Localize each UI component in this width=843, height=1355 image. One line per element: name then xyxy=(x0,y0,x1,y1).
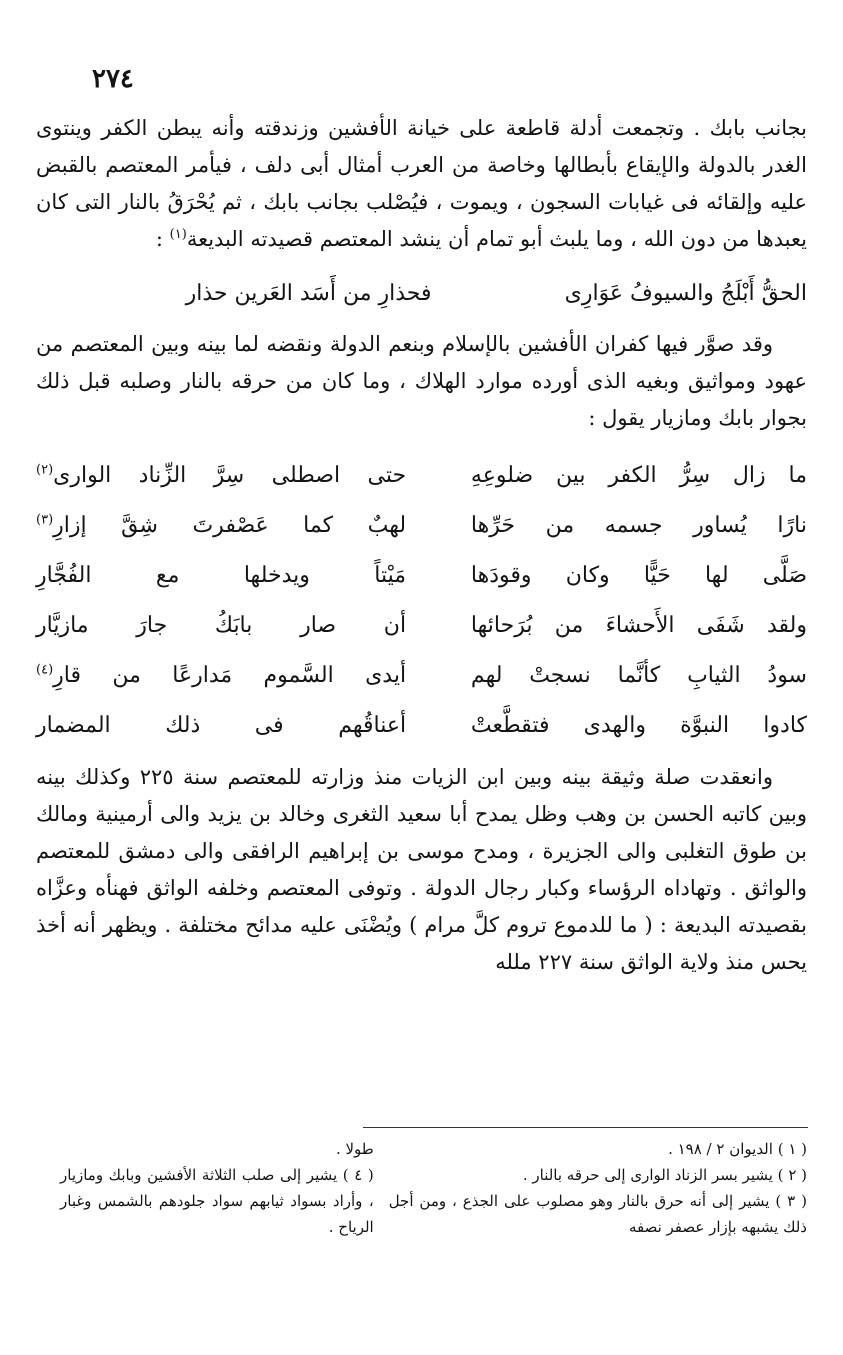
verse xyxy=(36,701,807,751)
intro-end: : xyxy=(155,227,170,251)
poem xyxy=(36,451,807,751)
verse-first-hemistich: ما زال سِرُّ الكفر بين ضلوعِهِ xyxy=(470,463,807,488)
verse-second-hemistich: حتى اصطلى سِرَّ الزِّناد الوارى$^{(٢)}$ xyxy=(36,462,407,488)
verse xyxy=(36,551,807,601)
verse-first-hemistich: نارًا يُساور جسمه من حَرِّها xyxy=(470,513,807,538)
verse xyxy=(36,601,807,651)
intro-paragraph xyxy=(36,110,807,258)
opening-verse-second-hemistich: فحذارِ من أَسَد العَرين حذار xyxy=(185,281,432,306)
verse-second-hemistich: أيدى السَّموم مَدارعًا من قارِ$^{(٤)}$ xyxy=(36,662,407,688)
main-text xyxy=(36,110,807,981)
verse-first-hemistich: صَلَّى لها حَيًّا وكان وقودَها xyxy=(470,563,807,588)
footnote-1: ( ١ ) الديوان ٢ / ١٩٨ . xyxy=(668,1140,807,1158)
verse-second-hemistich: أن صار بابَكُ جارَ مازيَّار xyxy=(36,613,407,638)
verse-first-hemistich: كادوا النبوَّة والهدى فتقطَّعتْ xyxy=(470,713,807,738)
page-number: ٢٧٤ xyxy=(92,64,134,94)
footnote-4: ( ٤ ) يشير إلى صلب الثلاثة الأفشين وبابك ومازيار ، وأراد بسواد ثيابهم سواد جلودهم بالشمس وغبار الرياح . xyxy=(60,1166,374,1236)
verse-second-hemistich: لهبٌ كما عَصْفرتَ شِقَّ إزارِ$^{(٣)}$ xyxy=(36,512,407,538)
footnote-3: ( ٣ ) يشير إلى أنه حرق بالنار وهو مصلوب على الجذع ، ومن أجل ذلك يشبهه بإزار عصفر نصفه xyxy=(388,1192,807,1236)
intro-text: بجانب بابك . وتجمعت أدلة قاطعة على خيانة الأفشين وزندقته وأنه يبطن الكفر وينتوى الغدر بالدولة والإيقاع بأبطالها وخاصة من العرب أمثال أبى دلف ، فيأمر المعتصم بالقبض عليه وإلقائه فى غيابات السجون ، ويموت ، فيُصْلب بجانب بابك ، ثم يُحْرَقُ بالنار التى كان يعبدها من دون الله ، وما يلبث أبو تمام أن ينشد المعتصم قصيدته البديعة xyxy=(36,116,807,251)
verse xyxy=(36,651,807,701)
final-paragraph: وانعقدت صلة وثيقة بينه وبين ابن الزيات منذ وزارته للمعتصم سنة ٢٢٥ وكذلك بينه وبين كاتبه الحسن بن وهب وظل يمدح أبا سعيد الثغرى وخالد بن يزيد والى أرمينية ومالك بن طوق التغلبى والى الجزيرة ، ومدح موسى بن إبراهيم الرافقى والى دمشق للمعتصم والواثق . وتهاداه الرؤساء وكبار رجال الدولة . وتوفى المعتصم وخلفه الواثق فهنأه وعزَّاه بقصيدته البديعة : ( ما للدموع تروم كلَّ مرام ) ويُضْنَى عليه مدائح مختلفة . ويظهر أنه أخذ يحس منذ ولاية الواثق سنة ٢٢٧ ملله xyxy=(36,765,807,974)
footnotes xyxy=(60,1136,807,1240)
opening-verse xyxy=(36,274,807,314)
verse-second-hemistich: مَيْتاً ويدخلها مع الفُجَّارِ xyxy=(36,563,407,588)
verse xyxy=(36,451,807,501)
footnote-2: ( ٢ ) يشير بسر الزناد الوارى إلى حرقه بالنار . xyxy=(522,1166,807,1184)
verse-second-hemistich: أعناقُهم فى ذلك المضمار xyxy=(36,713,407,738)
footnotes-left-column xyxy=(60,1136,374,1240)
footnote-ref-1: (١) xyxy=(169,227,187,242)
verse-first-hemistich: ولقد شَفَى الأَحشاءَ من بُرَحائها xyxy=(470,613,807,638)
verse-first-hemistich: سودُ الثيابِ كأنَّما نسجتْ لهم xyxy=(470,663,807,688)
footnote-divider xyxy=(363,1127,808,1128)
footnote-ref-4: (٤) xyxy=(36,662,54,678)
opening-verse-first-hemistich: الحقُّ أَبْلَجُ والسيوفُ عَوَارِى xyxy=(564,281,807,306)
footnotes-right-column xyxy=(389,1136,807,1240)
footnote-3-continued: طولا . xyxy=(335,1140,374,1158)
middle-paragraph: وقد صوَّر فيها كفران الأفشين بالإسلام وبنعم الدولة ونقضه لما بينه وبين المعتصم من عهود ومواثيق وبغيه الذى أورده موارد الهلاك ، وما كان من حرقه بالنار وصلبه قبل ذلك بجوار بابك ومازيار يقول : xyxy=(36,332,807,430)
footnote-ref-3: (٣) xyxy=(36,512,54,528)
verse xyxy=(36,501,807,551)
footnote-ref-2: (٢) xyxy=(36,462,54,478)
